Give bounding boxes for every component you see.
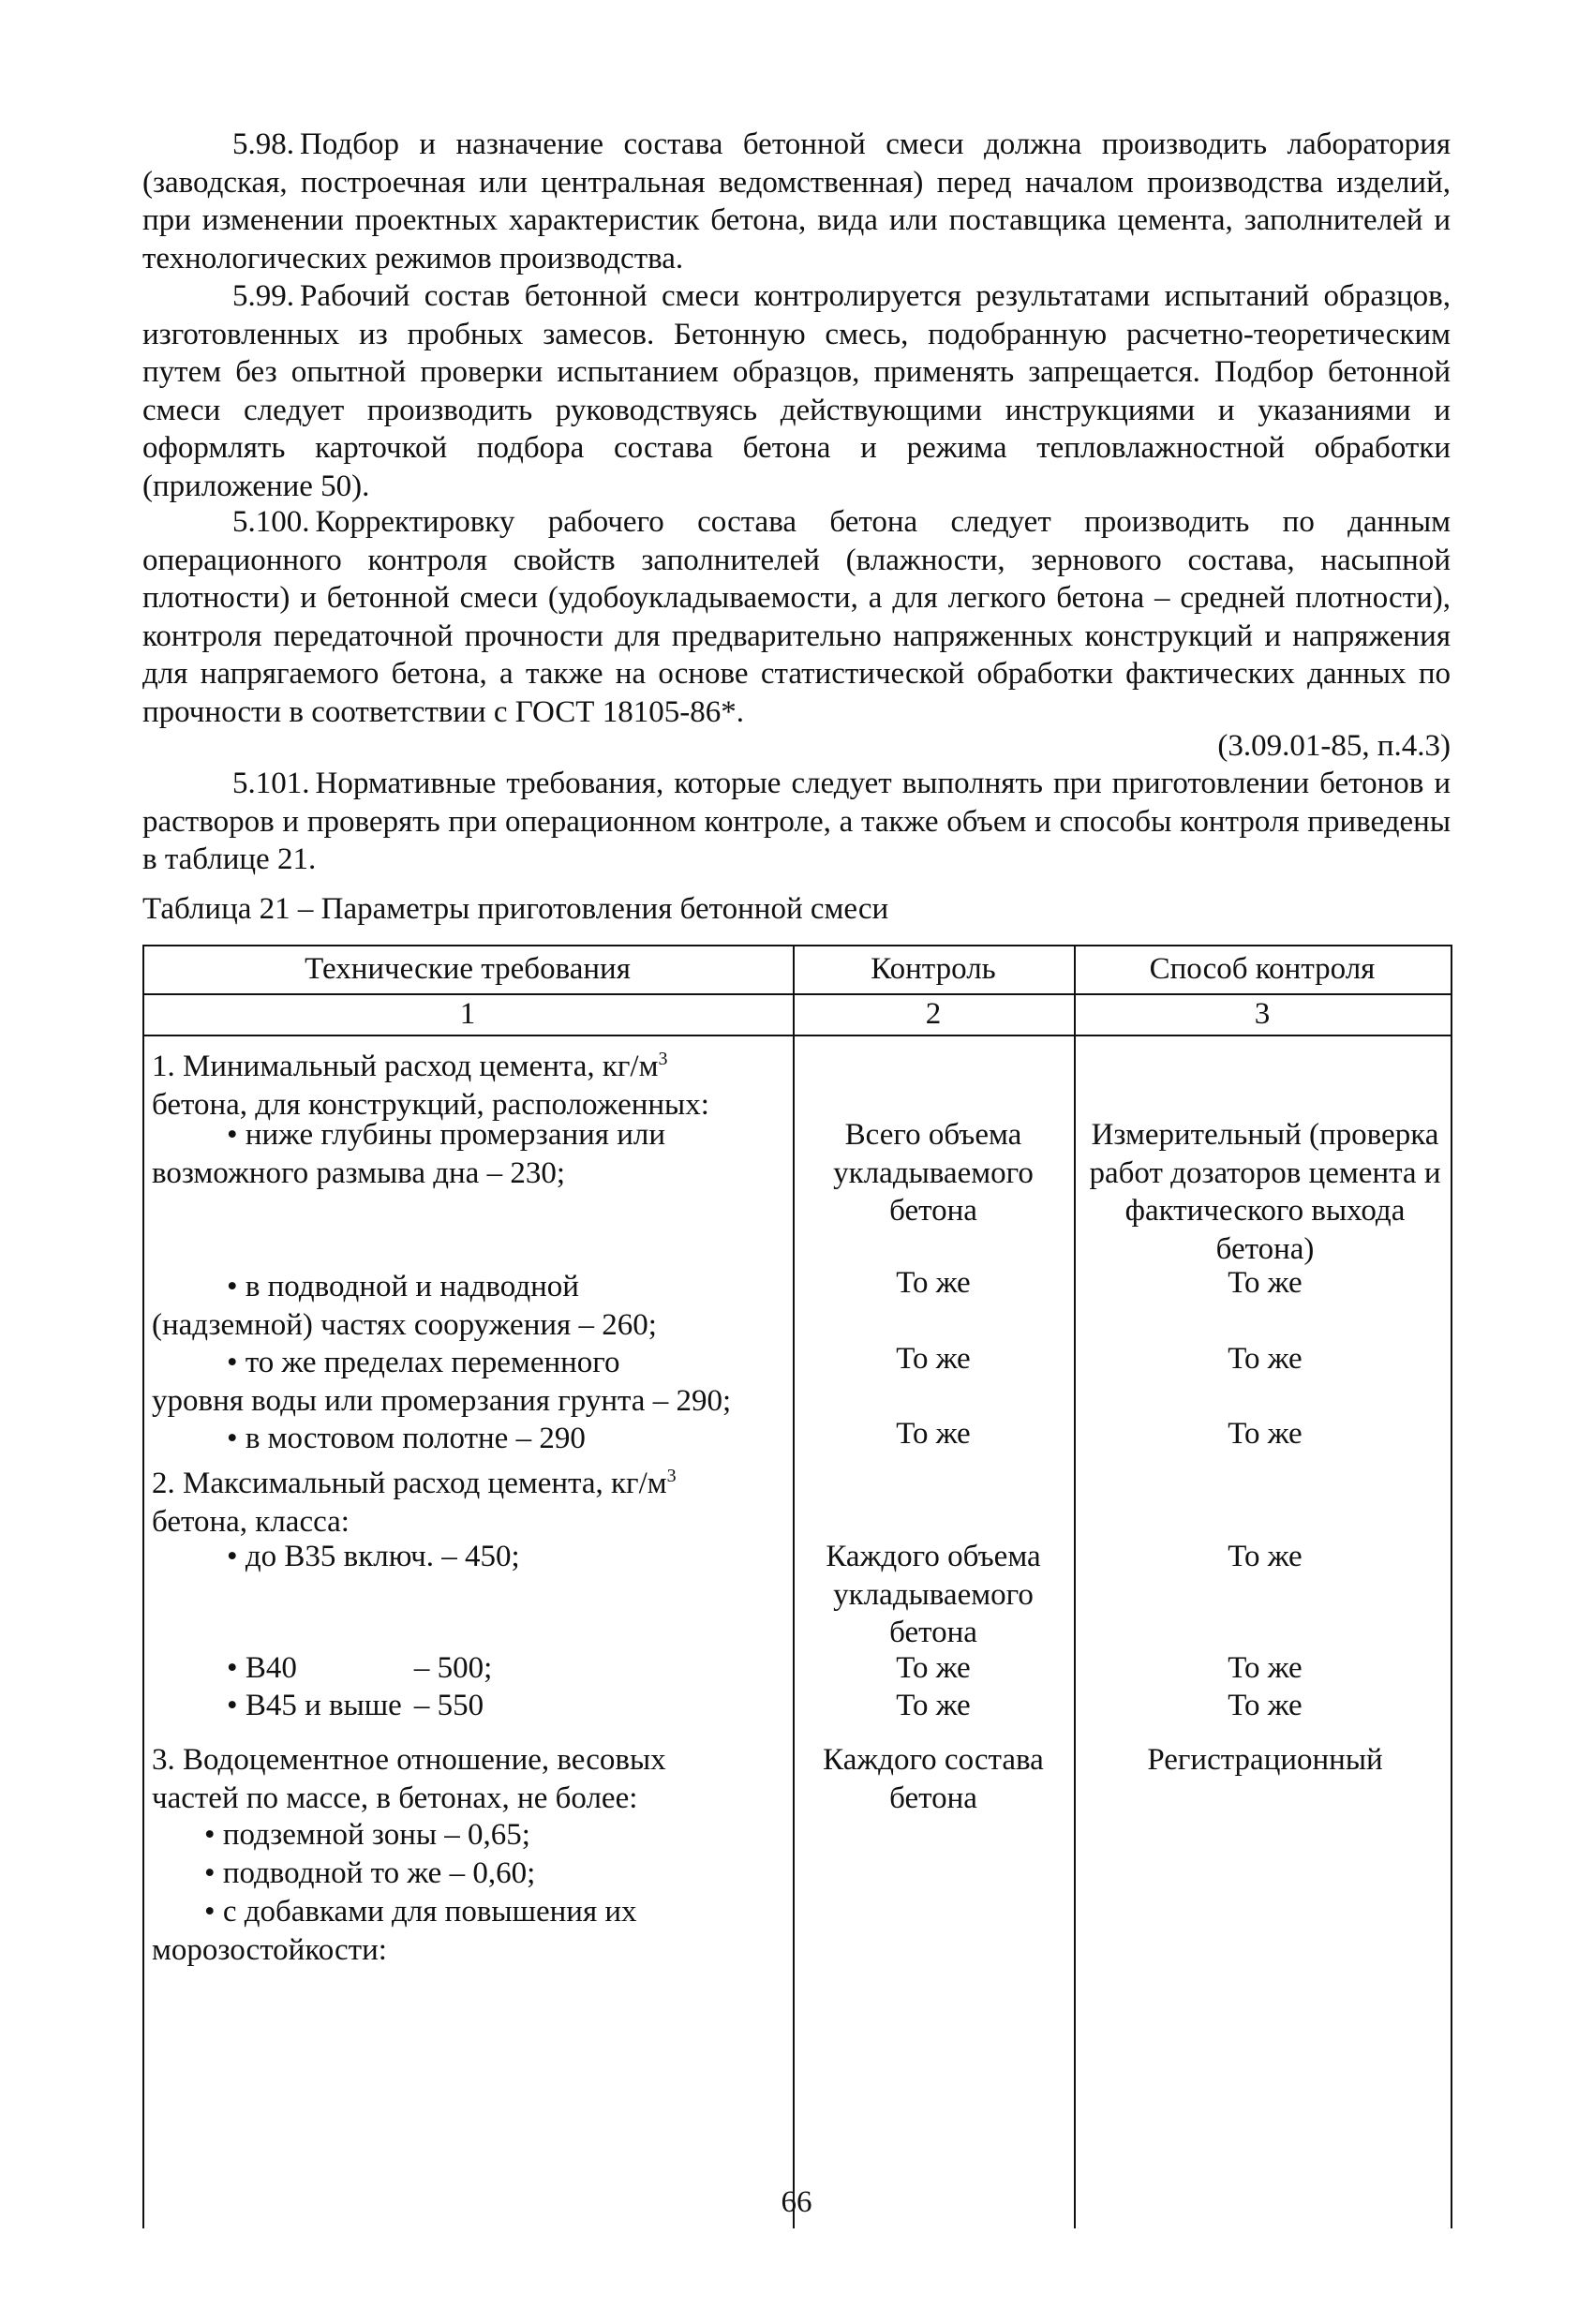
requirement-text: в мостовом полотне – 290 [245,1422,586,1455]
requirement-text: 3. Водоцементное отношение, весовых [152,1743,666,1777]
table-border-left [142,945,144,2228]
control-cell: То же [896,1417,971,1451]
table-row-2-title [152,1457,930,1541]
column-header-requirements: Технические требования [305,952,631,986]
method-cell: Регистрационный [1147,1743,1383,1777]
requirement-text: с добавками для повышения их [222,1895,637,1929]
table-header-divider [142,1035,1452,1036]
requirement-text: частей по массе, в бетонах, не более: [152,1780,638,1815]
normative-reference: (3.09.01-85, п.4.3) [1217,729,1451,763]
requirement-text: подземной зоны – 0,65; [222,1818,530,1852]
requirement-text: 2. Максимальный расход цемента, кг/м [152,1467,667,1500]
paragraph-number: 5.98. [232,127,294,161]
method-cell: То же [1228,1651,1303,1685]
bullet-icon: • [227,1651,238,1685]
column-number: 2 [925,997,942,1031]
requirement-text: (надземной) частях сооружения – 260; [152,1307,657,1342]
paragraph-text: Рабочий состав бетонной смеси контролируется результатами испытаний образцов, изготовленных из пробных замесов. Бетонную смесь, подобранную расчетно-теоретическим путем без опытной проверки испытанием образцов, применять запрещается. Подбор бетонной смеси следует производить руководствуясь действующими инструкциями и указаниями и оформлять карточкой подбора состава бетона и режима тепловлажностной обработки (приложение 50). [142,279,1451,503]
bullet-icon: • [227,1422,238,1455]
paragraph-text: Подбор и назначение состава бетонной смеси должна производить лаборатория (заводская, построечная или центральная ведомственная) перед началом производства изделий, при изменении проектных характеристик бетона, вида или поставщика цемента, заполнителей и технологических режимов производства. [142,127,1451,276]
column-number: 3 [1254,997,1271,1031]
table-column-divider [1074,945,1076,2228]
control-cell: То же [896,1651,971,1685]
requirement-text: ниже глубины промерзания или [245,1118,666,1152]
control-cell: Всего объема укладываемого бетона [833,1118,1034,1228]
requirement-text: бетона, класса: [152,1504,350,1539]
paragraph-number: 5.100. [232,505,310,539]
requirement-text: В45 и выше [245,1689,402,1722]
requirement-text: до В35 включ. – 450; [245,1540,520,1573]
requirement-value: – 550 [413,1689,484,1722]
paragraph-5-100 [142,503,1451,731]
requirement-text: уровня воды или промерзания грунта – 290; [152,1383,732,1418]
method-cell: То же [1228,1342,1303,1376]
bullet-icon: • [227,1689,238,1722]
paragraph-text: Нормативные требования, которые следует выполнять при приготовлении бетонов и растворов и проверять при операционном контроле, а также объем и способы контроля приведены в таблице 21. [142,767,1451,876]
table-caption: Таблица 21 – Параметры приготовления бетонной смеси [142,892,889,926]
column-header-method: Способ контроля [1149,952,1376,986]
table-border-right [1451,945,1452,2228]
table-row-3-item-1 [152,1816,930,1855]
column-header-control: Контроль [871,952,996,986]
column-number: 1 [459,997,476,1031]
bullet-icon: • [204,1856,216,1890]
requirement-text: подводной то же – 0,60; [222,1856,536,1890]
method-cell: Измерительный (проверка работ дозаторов цемента и фактического выхода бетона) [1089,1118,1441,1266]
requirement-text: 1. Минимальный расход цемента, кг/м [152,1050,659,1083]
page-number: 66 [781,2185,812,2219]
control-cell: Каждого объема укладываемого бетона [826,1540,1041,1649]
control-cell: Каждого состава бетона [823,1743,1044,1815]
control-cell: То же [896,1689,971,1722]
requirement-text: В40 [245,1651,297,1685]
table-row-3-item-3 [152,1893,930,1969]
paragraph-5-99 [142,277,1451,505]
bullet-icon: • [227,1346,238,1379]
paragraph-text: Корректировку рабочего состава бетона следует производить по данным операционного контроля свойств заполнителей (влажности, зернового состава, насыпной плотности) и бетонной смеси (удобоукладываемости, а для легкого бетона – средней плотности), контроля передаточной прочности для предварительно напряженных конструкций и напряжения для напрягаемого бетона, а также на основе статистической обработки фактических данных по прочности в соответствии с ГОСТ 18105-86*. [142,505,1451,729]
table-21 [142,945,1452,2228]
bullet-icon: • [227,1270,238,1304]
requirement-text: то же пределах переменного [245,1346,620,1379]
control-cell: То же [896,1266,971,1300]
requirement-text: в подводной и надводной [245,1270,579,1304]
superscript: 3 [658,1049,668,1069]
requirement-text: бетона, для конструкций, расположенных: [152,1087,709,1122]
requirement-text: морозостойкости: [152,1932,387,1967]
method-cell: То же [1228,1540,1303,1573]
table-row-3-item-2 [152,1855,930,1893]
bullet-icon: • [227,1540,238,1573]
paragraph-number: 5.101. [232,767,310,800]
method-cell: То же [1228,1689,1303,1722]
paragraph-number: 5.99. [232,279,294,313]
bullet-icon: • [227,1118,238,1152]
paragraph-5-98 [142,126,1451,277]
requirement-value: – 500; [413,1651,493,1685]
requirement-text: возможного размыва дна – 230; [152,1155,565,1190]
paragraph-5-101 [142,765,1451,879]
table-row-1-title [152,1040,930,1124]
method-cell: То же [1228,1266,1303,1300]
table-border-top [142,945,1452,946]
control-cell: То же [896,1342,971,1376]
bullet-icon: • [204,1818,216,1852]
superscript: 3 [666,1466,677,1486]
bullet-icon: • [204,1895,216,1929]
method-cell: То же [1228,1417,1303,1451]
